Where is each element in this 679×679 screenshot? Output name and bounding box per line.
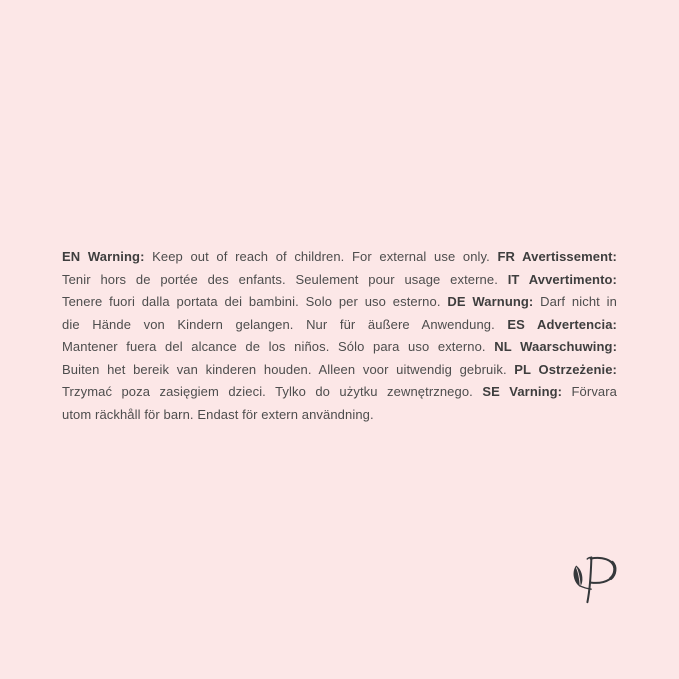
warning-text-nl: Buiten het bereik van kinderen houden. Alleen voor uitwendig gebruik. (62, 361, 515, 377)
warning-line-de-es (62, 314, 617, 337)
warning-line-en-fr (62, 246, 617, 269)
lang-label-se: SE Varning: (482, 384, 563, 399)
warning-line-pl-se (62, 381, 617, 404)
leaf-icon (574, 566, 592, 590)
warning-text-se: utom räckhåll för barn. Endast för extern användning. (62, 406, 374, 422)
warning-text-de: die Hände von Kindern gelangen. Nur für äußere Anwendung. (62, 316, 508, 332)
lang-label-es: ES Advertencia: (507, 316, 617, 332)
warning-line-es-nl (62, 336, 617, 359)
warning-text-pl: Trzymać poza zasięgiem dzieci. Tylko do użytku zewnętrznego. (62, 384, 483, 399)
letter-p-icon (587, 557, 615, 602)
lang-label-pl: PL Ostrzeżenie: (514, 361, 617, 377)
multilingual-warning-text (62, 246, 617, 426)
p-leaf-logo-graphic (572, 556, 618, 604)
warning-line-it-de (62, 291, 617, 314)
lang-label-nl: NL Waarschuwing: (494, 339, 618, 354)
warning-line-se-end (62, 404, 617, 427)
lang-label-en: EN Warning: (62, 249, 145, 264)
brand-p-leaf-logo (572, 556, 618, 604)
warning-text-es: Mantener fuera del alcance de los niños. Sólo para uso externo. (62, 339, 495, 354)
warning-text-fr: Tenir hors de portée des enfants. Seulement pour usage externe. (62, 271, 508, 287)
lang-label-it: IT Avvertimento: (507, 271, 617, 287)
lang-label-fr: FR Avertissement: (497, 249, 617, 264)
lang-label-de: DE Warnung: (447, 294, 534, 309)
warning-text-it: Tenere fuori dalla portata dei bambini. Solo per uso esterno. (62, 294, 448, 309)
warning-line-fr-it (62, 269, 617, 292)
warning-text-en: Keep out of reach of children. For external use only. (144, 249, 498, 264)
warning-line-nl-pl (62, 359, 617, 382)
warning-text-de-start: Darf nicht in (533, 294, 617, 309)
warning-text-se-start: Förvara (562, 384, 618, 399)
